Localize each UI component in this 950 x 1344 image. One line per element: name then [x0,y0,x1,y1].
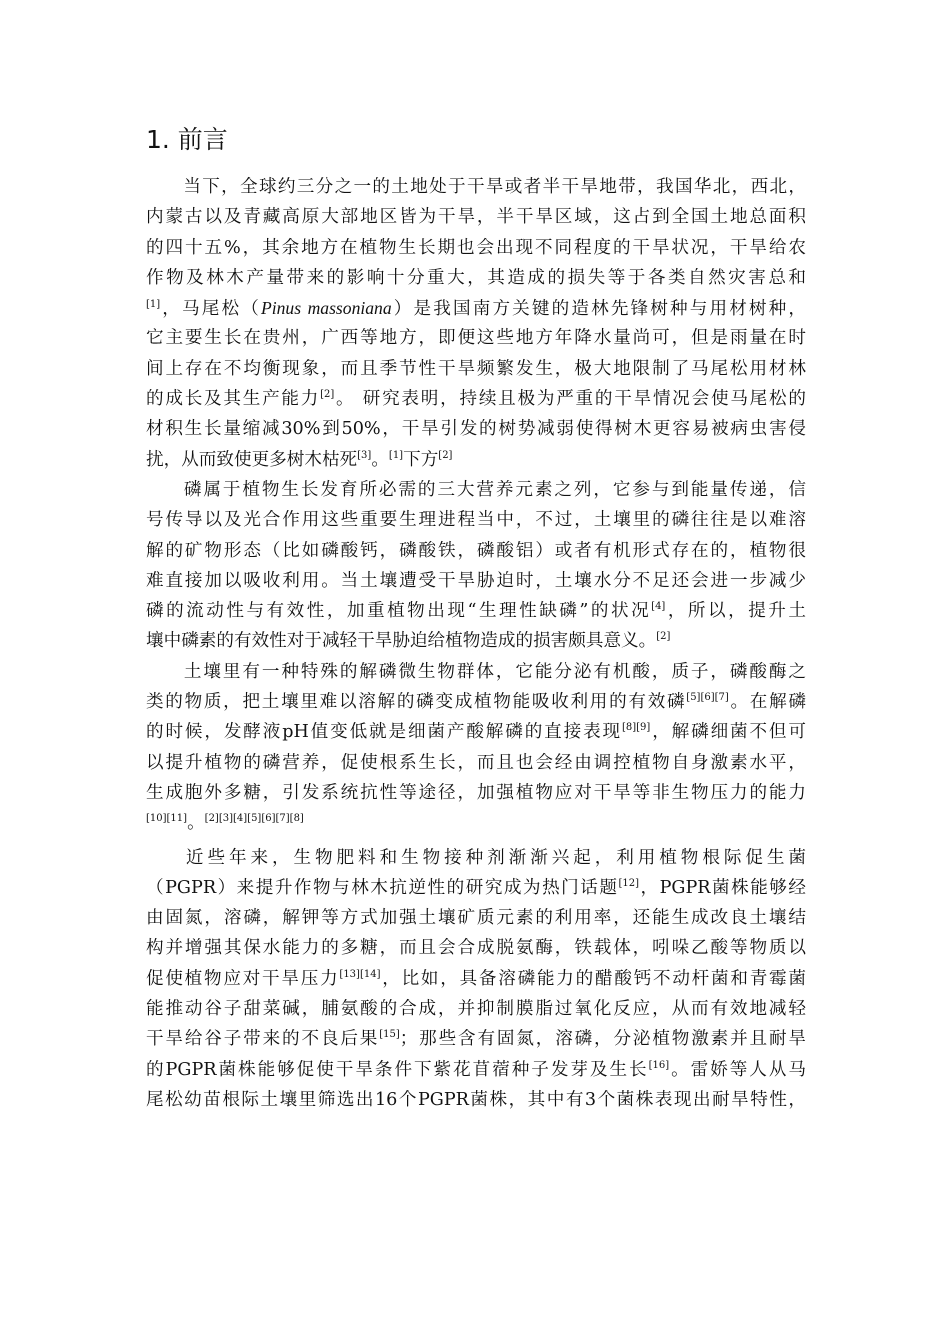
citation-marker: [1] [146,299,161,311]
citation-marker: [3] [357,449,372,461]
body-text [146,172,806,1115]
citation-marker: [4] [651,601,666,613]
species-name: Pinus massoniana [260,298,392,319]
text-line: 扰，从而致使更多树木枯死[3]。[1]下方[2] [146,449,453,470]
text-line: 土壤里有一种特殊的解磷微生物群体，它能分泌有机酸，质子，磷酸酶之 [182,661,806,682]
text-line: [10][11]。[2][3][4][5][6][7][8] [146,813,304,834]
text-line: 能推动谷子甜菜碱，脯氨酸的合成，并抑制膜脂过氧化反应，从而有效地减轻 [146,999,806,1020]
text-line: 它主要生长在贵州，广西等地方，即便这些地方年降水量尚可，但是雨量在时 [146,328,806,349]
paragraph-pgpr [146,843,806,1116]
text-line: 壤中磷素的有效性对于减轻干旱胁迫给植物造成的损害颇具意义。[2] [146,631,671,652]
text-line: 内蒙古以及青藏高原大部地区皆为干旱，半干旱区域，这占到全国土地总面积 [146,207,806,228]
text-line: 干旱给谷子带来的不良后果[15]；那些含有固氮，溶磷，分泌植物激素并且耐旱 [146,1029,806,1050]
text-line: 号传导以及光合作用这些重要生理进程当中，不过，土壤里的磷往往是以难溶 [146,510,806,531]
citation-marker: [12] [618,877,639,889]
text-line: 生成胞外多糖，引发系统抗性等途径，加强植物应对干旱等非生物压力的能力 [146,782,806,803]
paragraph-drought [146,172,806,475]
text-line: 以提升植物的磷营养，促使根系生长，而且也会经由调控植物自身激素水平， [146,752,806,773]
text-line: 的时候，发酵液pH值变低就是细菌产酸解磷的直接表现[8][9]，解磷细菌不但可 [146,722,806,743]
citation-marker: [2] [656,631,671,643]
text-line: 间上存在不均衡现象，而且季节性干旱频繁发生，极大地限制了马尾松用材林 [146,358,806,379]
text-line: 由固氮，溶磷，解钾等方式加强土壤矿质元素的利用率，还能生成改良土壤结 [146,908,806,929]
text-line: 的PGPR菌株能够促使干旱条件下紫花苜蓿种子发芽及生长[16]。雷娇等人从马 [146,1059,806,1080]
text-line: 难直接加以吸收利用。当土壤遭受干旱胁迫时，土壤水分不足还会进一步减少 [146,570,806,591]
section-heading: 1. 前言 [146,125,228,154]
text-line: 尾松幼苗根际土壤里筛选出16个PGPR菌株，其中有3个菌株表现出耐旱特性， [146,1089,806,1110]
text-line: 解的矿物形态（比如磷酸钙，磷酸铁，磷酸铝）或者有机形式存在的，植物很 [146,540,806,561]
text-line: 磷属于植物生长发育所必需的三大营养元素之列，它参与到能量传递，信 [182,479,806,500]
citation-marker: [2][3][4][5][6][7][8] [204,813,304,825]
paragraph-phosphorus [146,475,806,657]
text-line: 的四十五%，其余地方在植物生长期也会出现不同程度的干旱状况，干旱给农 [146,237,806,258]
citation-marker: [2] [320,389,335,401]
citation-marker: [2] [438,449,453,461]
text-line: （PGPR）来提升作物与林木抗逆性的研究成为热门话题[12]，PGPR菌株能够经 [146,877,806,898]
text-line: 材积生长量缩减30%到50%，干旱引发的树势减弱使得树木更容易被病虫害侵 [146,419,806,440]
citation-marker: [5][6][7] [686,692,729,704]
text-line: 类的物质，把土壤里难以溶解的磷变成植物能吸收利用的有效磷[5][6][7]。在解磷 [146,692,806,713]
text-line: 当下，全球约三分之一的土地处于干旱或者半干旱地带，我国华北，西北， [182,177,806,197]
citation-marker: [16] [648,1059,670,1071]
text-line: 的成长及其生产能力[2]。 研究表明，持续且极为严重的干旱情况会使马尾松的 [146,389,806,410]
text-line: 近些年来，生物肥料和生物接种剂渐渐兴起，利用植物根际促生菌 [182,847,806,868]
text-line: [1]，马尾松（Pinus massoniana）是我国南方关键的造林先锋树种与用材树种， [146,298,806,320]
text-line: 作物及林木产量带来的影响十分重大，其造成的损失等于各类自然灾害总和 [146,267,806,288]
text-line: 促使植物应对干旱压力[13][14]，比如，具备溶磷能力的醋酸钙不动杆菌和青霉菌 [146,968,806,989]
citation-marker: [15] [379,1029,400,1041]
paragraph-psb [146,657,806,839]
citation-marker: [10][11] [146,813,188,825]
text-line: 构并增强其保水能力的多糖，而且会合成脱氨酶，铁载体，吲哚乙酸等物质以 [146,938,806,959]
text-line: 磷的流动性与有效性，加重植物出现“生理性缺磷”的状况[4]，所以，提升土 [146,601,806,622]
citation-marker: [8][9] [621,722,651,734]
citation-marker: [1] [388,449,404,461]
citation-marker: [13][14] [339,968,381,980]
